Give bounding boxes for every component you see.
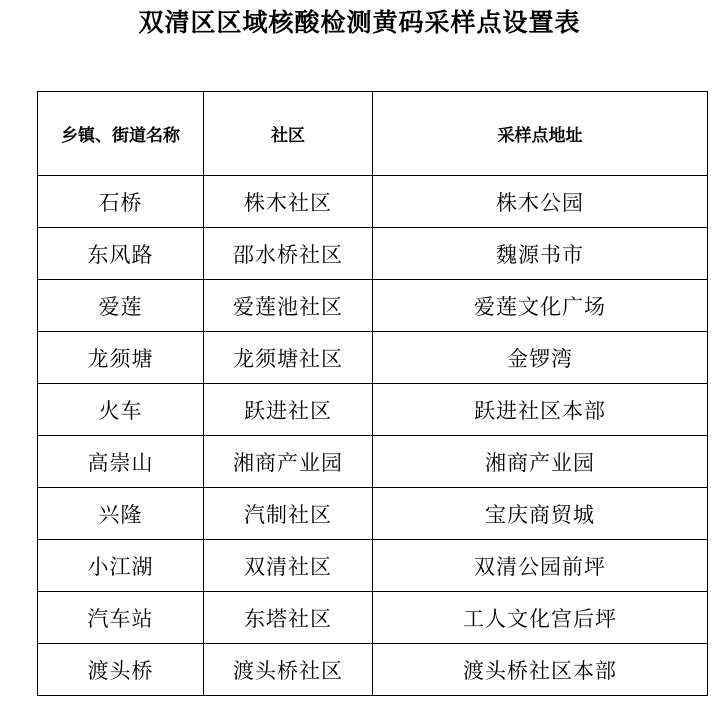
table-row [38,176,708,228]
table-row [38,228,708,280]
address-cell: 渡头桥社区本部 [373,644,708,696]
address-cell: 爱莲文化广场 [373,280,708,332]
address-cell: 魏源书市 [373,228,708,280]
town-cell: 渡头桥 [38,644,204,696]
document-title: 双清区区域核酸检测黄码采样点设置表 [138,8,581,37]
column-header-address: 采样点地址 [373,92,708,176]
town-cell: 火车 [38,384,204,436]
town-cell: 石桥 [38,176,204,228]
table-row [38,592,708,644]
community-cell: 爱莲池社区 [204,280,373,332]
table-row [38,332,708,384]
table-row [38,540,708,592]
table-row [38,436,708,488]
address-cell: 株木公园 [373,176,708,228]
table-row [38,384,708,436]
column-header-community: 社区 [204,92,373,176]
address-cell: 宝庆商贸城 [373,488,708,540]
community-cell: 东塔社区 [204,592,373,644]
community-cell: 邵水桥社区 [204,228,373,280]
town-cell: 东风路 [38,228,204,280]
town-cell: 高崇山 [38,436,204,488]
community-cell: 湘商产业园 [204,436,373,488]
address-cell: 跃进社区本部 [373,384,708,436]
address-cell: 工人文化宫后坪 [373,592,708,644]
community-cell: 双清社区 [204,540,373,592]
community-cell: 渡头桥社区 [204,644,373,696]
address-cell: 金锣湾 [373,332,708,384]
town-cell: 兴隆 [38,488,204,540]
table-row [38,488,708,540]
sampling-sites-table [37,91,708,696]
community-cell: 跃进社区 [204,384,373,436]
community-cell: 株木社区 [204,176,373,228]
column-header-town: 乡镇、街道名称 [38,92,204,176]
community-cell: 龙须塘社区 [204,332,373,384]
address-cell: 湘商产业园 [373,436,708,488]
town-cell: 龙须塘 [38,332,204,384]
town-cell: 爱莲 [38,280,204,332]
table-row [38,280,708,332]
town-cell: 汽车站 [38,592,204,644]
town-cell: 小江湖 [38,540,204,592]
table-header-row [38,92,708,176]
address-cell: 双清公园前坪 [373,540,708,592]
table-row [38,644,708,696]
community-cell: 汽制社区 [204,488,373,540]
